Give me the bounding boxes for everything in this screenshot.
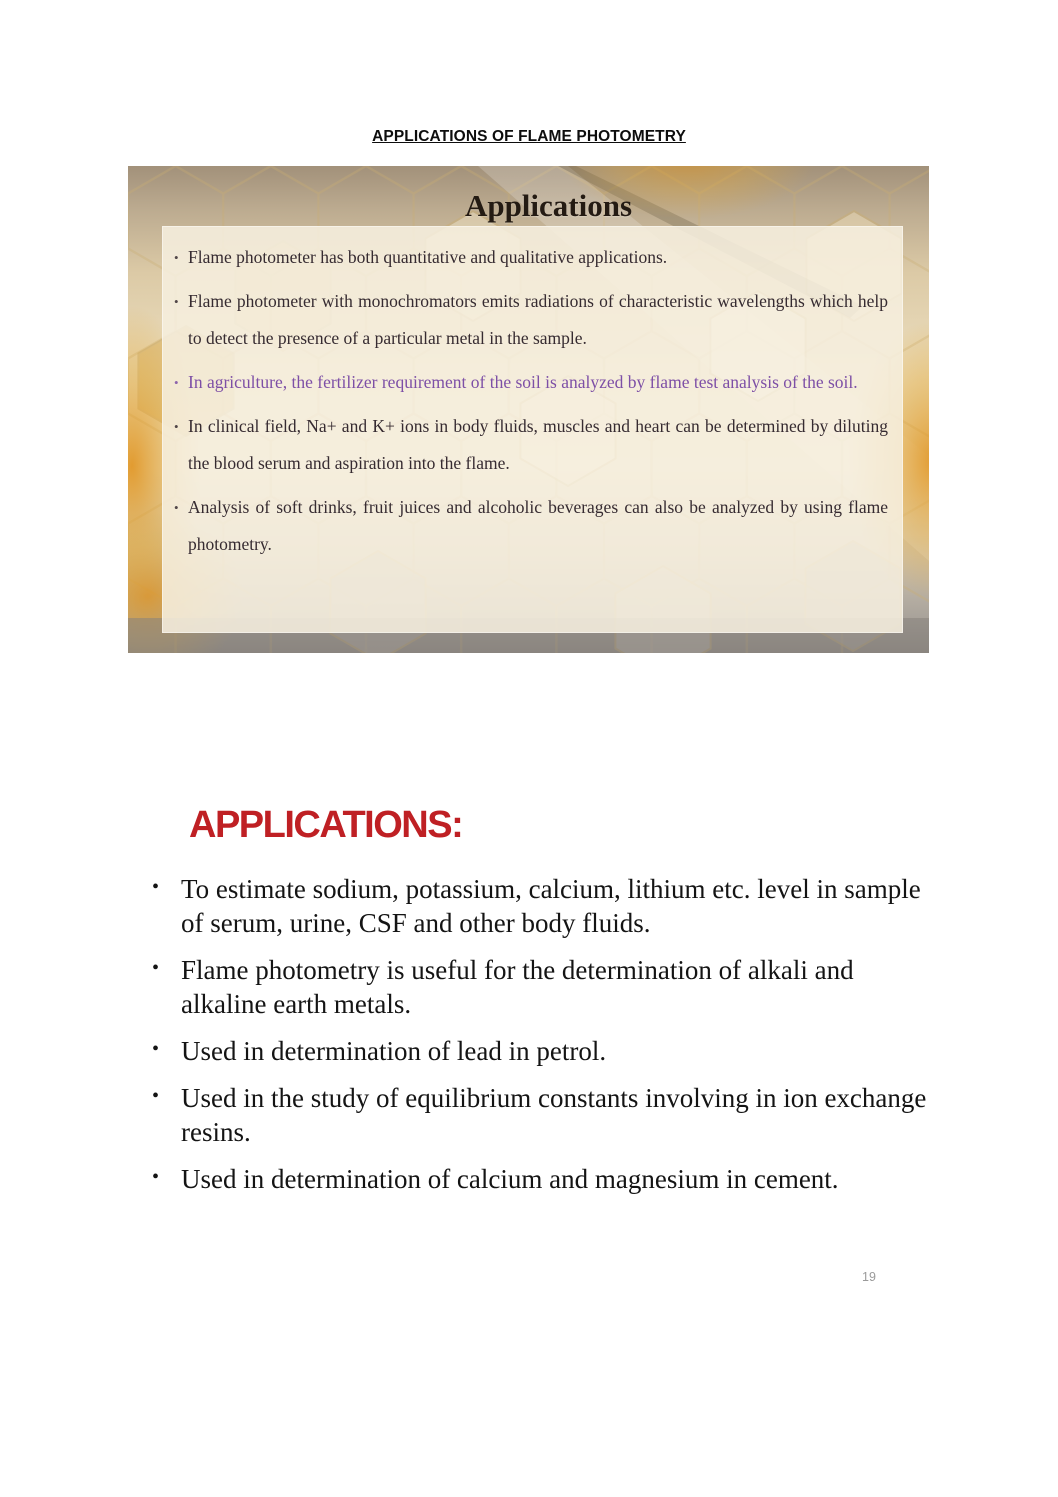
slide-bullet: • Analysis of soft drinks, fruit juices and alcoholic beverages can also be analyzed by using flame photometry. — [173, 489, 888, 563]
slide-bullet: • In agriculture, the fertilizer requirement of the soil is analyzed by flame test analysis of the soil. — [173, 364, 888, 401]
slide-bullet: • Flame photometer has both quantitative and qualitative applications. — [173, 239, 888, 276]
applications-bullet: • Flame photometry is useful for the determination of alkali and alkaline earth metals. — [148, 953, 930, 1021]
slide-bullet: • Flame photometer with monochromators emits radiations of characteristic wavelengths which help to detect the presence of a particular metal in the sample. — [173, 283, 888, 357]
applications-bullet: • Used in determination of calcium and magnesium in cement. — [148, 1162, 930, 1196]
applications-bullet: • To estimate sodium, potassium, calcium, lithium etc. level in sample of serum, urine, CSF and other body fluids. — [148, 872, 930, 940]
applications-bullet-list — [148, 872, 930, 1209]
page-number: 19 — [862, 1270, 876, 1284]
slide-title: Applications — [464, 188, 633, 223]
applications-heading: APPLICATIONS: — [189, 804, 463, 846]
slide-bullet-list — [163, 227, 902, 563]
document-title: APPLICATIONS OF FLAME PHOTOMETRY — [372, 128, 686, 145]
applications-bullet: • Used in the study of equilibrium constants involving in ion exchange resins. — [148, 1081, 930, 1149]
slide-image — [128, 166, 929, 653]
applications-bullet: • Used in determination of lead in petrol. — [148, 1034, 930, 1068]
slide-content-box — [162, 226, 903, 633]
slide-bullet: • In clinical field, Na+ and K+ ions in body fluids, muscles and heart can be determined by diluting the blood serum and aspiration into the flame. — [173, 408, 888, 482]
